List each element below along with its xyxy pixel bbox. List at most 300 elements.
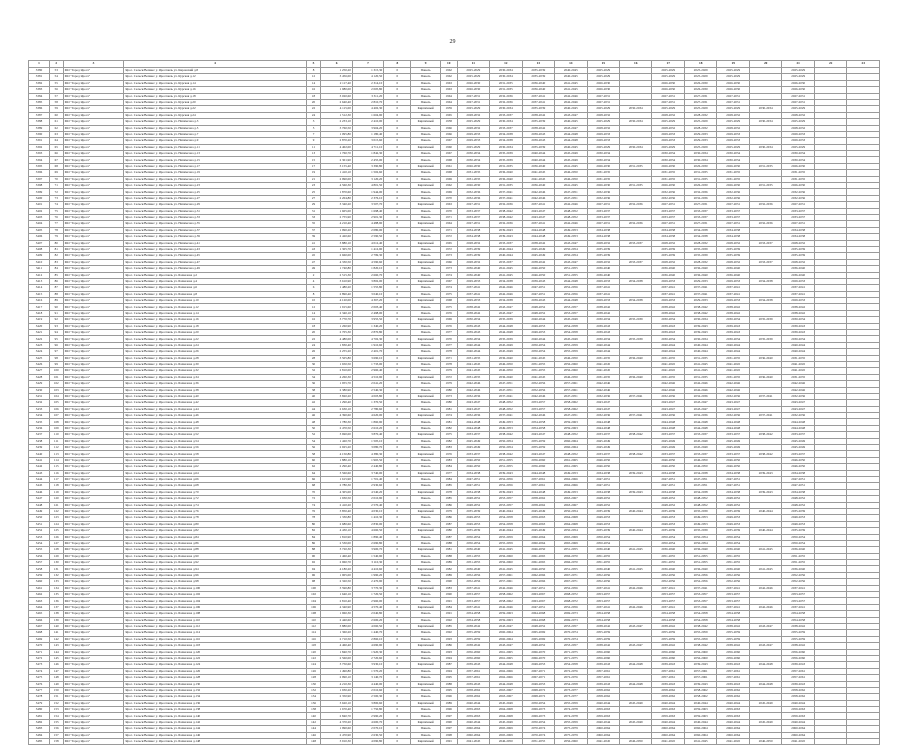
table-cell: 70 [49,176,63,182]
table-cell: Панель [411,483,440,489]
table-cell: 1965 [440,112,457,118]
table-cell: Ярос. Сельск/Велико/ у. Ярославль ул. Курская д.16 [124,87,306,93]
table-cell: 2041-2045 [457,361,489,367]
table-cell: 2040-2045 [555,144,587,150]
table-cell: 2044-2048 [684,419,716,425]
table-cell: 4 460,40 [321,643,352,649]
table-cell: 2053-2057 [717,592,749,598]
table-cell: 2033-2037 [652,214,684,220]
table-cell: 2060-2064 [555,438,587,444]
table-cell: 2038-2042 [684,623,716,629]
table-cell: Ярос. Сельск/Велико/ у. Ярославль ул. Бахвалова д.40 [124,393,306,399]
table-cell: МО "Город Яросл" [63,125,124,131]
table-cell: 0 [384,726,411,732]
table-cell: Ярос. Сельск/Велико/ у. Ярославль ул. Бахвалова д.140 [124,713,306,719]
table-cell: 2031-2035 [684,170,716,176]
table-cell: 1998 [440,732,457,738]
table-cell: 2034-2038 [684,227,716,233]
table-cell: 1985 [440,623,457,629]
table-cell: 3397 [29,176,50,182]
table-cell: 2038-2042 [717,304,749,310]
table-cell: 3414 [29,285,50,291]
table-cell: 0 [384,361,411,367]
table-cell: 2054-2058 [555,681,587,687]
table-cell: Ярос. Сельск/Велико/ у. Ярославль ул. Нахимсона д.43 [124,246,306,252]
table-cell: МО "Город Яросл" [63,342,124,348]
table-cell: 2065-2069 [555,540,587,546]
column-header: 14 [555,61,587,68]
table-cell: 1 870,60 [321,189,352,195]
table-cell: 2035-2039 [522,74,554,80]
table-cell: 3430 [29,387,50,393]
table-cell: 2049-2053 [555,489,587,495]
table-cell: 2027-2031 [457,99,489,105]
table-cell: 2038-2042 [652,304,684,310]
table-cell: Ярос. Сельск/Велико/ у. Ярославль ул. Бахвалова д.42 [124,400,306,406]
table-cell: 2041-2045 [555,163,587,169]
table-cell: 3 800,60 [352,700,383,706]
table-cell: 2044-2048 [717,419,749,425]
table-cell: 2030-2034 [457,157,489,163]
table-cell: 93 [49,323,63,329]
table-cell: 2045-2049 [587,438,619,444]
table-cell: Панель [411,80,440,86]
table-cell: 2037-2041 [587,604,619,610]
table-cell: 2041-2045 [684,368,716,374]
table-cell: 2 003,40 [352,304,383,310]
table-cell: 2038-2042 [652,643,684,649]
table-cell: 2039-2043 [782,330,814,336]
table-cell: 2043-2047 [684,406,716,412]
table-cell: МО "Город Яросл" [63,246,124,252]
table-cell: 3426 [29,361,50,367]
table-cell: 2036-2040 [717,566,749,572]
table-cell: 0 [384,585,411,591]
table-cell: 2033-2037 [749,240,781,246]
table-cell: 2 560,00 [321,655,352,661]
table-cell: 2039-2043 [684,662,716,668]
table-cell: 149 [49,681,63,687]
table-cell: 2053-2057 [587,598,619,604]
table-cell: 3404 [29,221,50,227]
table-cell: 2037-2041 [490,393,522,399]
table-cell: 1 915,60 [321,304,352,310]
table-cell: 2057-2061 [587,675,619,681]
table-cell: Панель [411,125,440,131]
table-cell: 1 490,80 [321,668,352,674]
table-cell: 1989 [440,572,457,578]
table-cell: 3 820,20 [321,393,352,399]
table-cell: Ярос. Сельск/Велико/ у. Ярославль ул. Бахвалова д.128 [124,675,306,681]
table-cell: 2057-2061 [652,675,684,681]
table-cell: 3 904,20 [352,125,383,131]
table-cell: 3 507,70 [352,202,383,208]
table-cell: 88 [306,547,321,553]
table-cell: Кирпичный [411,719,440,725]
table-cell: 2038-2042 [782,643,814,649]
table-cell: 3 340,20 [321,202,352,208]
table-cell: 2053-2057 [490,496,522,502]
table-cell: 4 660,50 [352,528,383,534]
table-cell: Кирпичный [411,566,440,572]
table-cell: 2 810,40 [321,598,352,604]
table-cell: 21 [306,176,321,182]
table-cell: 0 [384,259,411,265]
table-cell: 49 [306,266,321,272]
table-cell: 1979 [440,368,457,374]
table-cell: 1 290,40 [321,400,352,406]
table-cell: МО "Город Яросл" [63,221,124,227]
table-cell: 3428 [29,374,50,380]
table-cell: 2034-2038 [652,470,684,476]
table-cell: Панель [411,151,440,157]
table-cell: 2057-2061 [490,579,522,585]
table-cell: МО "Город Яросл" [63,470,124,476]
table-cell: 4 210,40 [321,221,352,227]
table-cell: 2039-2043 [620,470,652,476]
table-cell: МО "Город Яросл" [63,253,124,259]
table-cell: 2040-2044 [587,700,619,706]
table-cell: 1 370,50 [352,400,383,406]
table-cell: 1963 [440,202,457,208]
table-cell: 1 640,10 [321,592,352,598]
table-cell: 2065-2069 [490,726,522,732]
table-cell: 1987 [440,521,457,527]
table-cell: 4 540,20 [352,489,383,495]
table-cell: 77 [49,221,63,227]
table-cell: Ярос. Сельск/Велико/ у. Ярославль ул. Бахвалова д.96 [124,572,306,578]
table-cell: Панель [411,419,440,425]
table-cell: МО "Город Яросл" [63,151,124,157]
table-cell: 2035-2039 [490,151,522,157]
table-cell: 2043-2047 [457,400,489,406]
table-cell: 2035-2039 [782,528,814,534]
table-cell: 1 980,00 [321,87,352,93]
table-cell: 3 020,60 [321,93,352,99]
table-cell: Ярос. Сельск/Велико/ у. Ярославль ул. Бахвалова д.114 [124,630,306,636]
table-cell: 2029-2033 [684,138,716,144]
table-cell: 3 080,70 [352,445,383,451]
table-cell: 2025-2029 [587,68,619,74]
table-cell: 1 605,00 [321,208,352,214]
table-cell: 2058-2062 [555,400,587,406]
table-cell: 2027-2031 [652,221,684,227]
table-cell: 2032-2036 [457,393,489,399]
table-cell: 90 [306,553,321,559]
table-cell: 52 [306,432,321,438]
table-cell: Кирпичный [411,413,440,419]
table-cell: Ярос. Сельск/Велико/ у. Ярославль ул. Нахимсона д.45 [124,253,306,259]
column-header: 13 [522,61,554,68]
table-cell: 2070-2074 [555,636,587,642]
table-cell: 2026-2030 [457,80,489,86]
table-cell: МО "Город Яросл" [63,400,124,406]
table-cell: 127 [49,540,63,546]
table-cell: 1974 [440,413,457,419]
table-cell: 2045-2049 [555,157,587,163]
table-cell: 2031-2035 [749,163,781,169]
table-cell: 2038-2042 [652,310,684,316]
table-cell: Ярос. Сельск/Велико/ у. Ярославль ул. Бахвалова д.108 [124,611,306,617]
table-cell: 2033-2037 [652,451,684,457]
table-cell: 2029-2033 [652,131,684,137]
table-cell: 2051-2055 [522,361,554,367]
table-cell: 1972 [440,234,457,240]
table-cell: 2049-2053 [652,521,684,527]
table-cell: 2055-2059 [587,636,619,642]
table-cell: 2061-2065 [555,464,587,470]
table-cell: 2054-2058 [587,611,619,617]
table-cell: МО "Город Яросл" [63,80,124,86]
table-cell: МО "Город Яросл" [63,99,124,105]
table-cell: МО "Город Яросл" [63,240,124,246]
table-cell: 3410 [29,259,50,265]
table-cell: 2027-2031 [684,202,716,208]
table-cell: 1975 [440,432,457,438]
table-cell: Ярос. Сельск/Велико/ у. Ярославль ул. Нахимсона д.49 [124,266,306,272]
table-cell: 2044-2048 [684,425,716,431]
table-cell: 27 [306,195,321,201]
table-cell: 2050-2054 [684,534,716,540]
table-cell: 2058-2062 [457,687,489,693]
table-cell: 104 [49,393,63,399]
table-cell: 2033-2037 [457,208,489,214]
table-cell: Ярос. Сельск/Велико/ у. Ярославль ул. Нахимсона д.5 [124,125,306,131]
table-cell: 2026-2030 [457,183,489,189]
table-cell: 2034-2038 [490,278,522,284]
table-cell: Ярос. Сельск/Велико/ у. Ярославль ул. Бахвалова д.124 [124,662,306,668]
table-cell: 2027-2031 [652,202,684,208]
table-cell: 0 [384,560,411,566]
table-cell: 2 780,30 [321,483,352,489]
table-cell: 2039-2043 [587,681,619,687]
table-cell: 2026-2030 [684,80,716,86]
column-header: 22 [814,61,846,68]
table-cell: 2041-2045 [457,368,489,374]
table-cell: 104 [306,598,321,604]
table-cell: 2030-2034 [490,144,522,150]
table-cell: 92 [306,560,321,566]
table-cell: 2033-2037 [587,208,619,214]
table-cell: 0 [384,687,411,693]
table-cell: 2039-2043 [782,681,814,687]
table-cell: 2026-2030 [717,80,749,86]
table-cell: 1962 [440,74,457,80]
table-cell: Ярос. Сельск/Велико/ у. Ярославль ул. Бахвалова д.126 [124,668,306,674]
table-cell: 2055-2059 [782,630,814,636]
table-cell: 2 870,20 [321,138,352,144]
table-cell: 2067-2071 [555,579,587,585]
table-cell: Ярос. Сельск/Велико/ у. Ярославль ул. Бахвалова д.134 [124,694,306,700]
table-cell: 2029-2033 [684,278,716,284]
table-cell: 2047-2051 [555,413,587,419]
table-cell: Ярос. Сельск/Велико/ у. Ярославль ул. Нахимсона д.41 [124,240,306,246]
table-cell: 106 [306,604,321,610]
table-cell: 2048-2052 [522,310,554,316]
table-cell: 2044-2048 [782,425,814,431]
table-cell: 1 512,30 [321,112,352,118]
table-cell: 2027-2031 [717,221,749,227]
table-cell: 2029-2033 [587,131,619,137]
table-cell: 64 [49,138,63,144]
table-cell: 84 [306,534,321,540]
table-cell: 2029-2033 [652,278,684,284]
table-cell: 1996 [440,707,457,713]
table-cell: 86 [49,278,63,284]
table-cell: 2046-2050 [717,464,749,470]
table-cell: 2 005,80 [352,87,383,93]
table-cell: 3384 [29,93,50,99]
table-cell: 2048-2052 [587,502,619,508]
table-cell: 1964 [440,99,457,105]
table-cell: 2048-2052 [782,496,814,502]
table-cell: Ярос. Сельск/Велико/ у. Ярославль ул. Курская д.24 [124,112,306,118]
table-cell: 4 402,00 [321,144,352,150]
table-cell: 2 680,60 [321,521,352,527]
table-cell: 2 470,50 [321,425,352,431]
table-cell: 2036-2040 [457,266,489,272]
table-cell: 2038-2042 [717,643,749,649]
table-cell: 1 750,80 [352,707,383,713]
table-cell: Ярос. Сельск/Велико/ у. Ярославль ул. Нахимсона д.17 [124,163,306,169]
table-cell: Панель [411,170,440,176]
table-cell: Кирпичный [411,221,440,227]
table-cell: 2030-2034 [749,119,781,125]
table-cell: 1 250,20 [321,68,352,74]
table-cell: 138 [49,611,63,617]
table-cell: 0 [384,234,411,240]
table-cell: МО "Город Яросл" [63,681,124,687]
table-cell: 111 [49,438,63,444]
table-cell: 2030-2034 [652,317,684,323]
table-cell: 2039-2043 [717,662,749,668]
table-cell: МО "Город Яросл" [63,662,124,668]
table-cell: 3457 [29,560,50,566]
table-cell: 2042-2046 [457,387,489,393]
table-cell: 2040-2045 [555,119,587,125]
table-cell: 0 [384,240,411,246]
table-cell: 14 [306,80,321,86]
table-cell: Панель [411,227,440,233]
table-cell: 2 640,40 [321,99,352,105]
table-cell: Панель [411,253,440,259]
table-cell: 20 [306,330,321,336]
table-cell: Кирпичный [411,240,440,246]
table-cell: МО "Город Яросл" [63,553,124,559]
table-cell: 2038-2042 [717,310,749,316]
table-cell: Панель [411,655,440,661]
table-cell: 2040-2044 [717,349,749,355]
table-cell: 2059-2063 [555,419,587,425]
table-cell: 3 015,60 [352,138,383,144]
table-cell: 66 [49,151,63,157]
table-cell: 3452 [29,528,50,534]
table-cell: 2036-2040 [587,566,619,572]
table-cell: 2058-2062 [522,502,554,508]
table-cell: Панель [411,598,440,604]
table-cell: 2035-2039 [457,528,489,534]
table-cell: 29 [306,202,321,208]
table-cell: 2061-2065 [490,649,522,655]
table-cell: 2044-2048 [490,323,522,329]
table-cell: 2050-2054 [555,246,587,252]
table-cell: 2049-2053 [457,515,489,521]
table-cell: Панель [411,368,440,374]
table-cell: 105 [49,400,63,406]
table-cell: 2038-2042 [490,432,522,438]
table-cell: 64 [306,470,321,476]
table-cell: 3468 [29,630,50,636]
table-cell: 2 350,90 [321,694,352,700]
table-cell: 2025-2029 [457,68,489,74]
table-cell: 2052-2056 [522,387,554,393]
table-cell: 1 733,00 [352,361,383,367]
table-cell: 0 [384,393,411,399]
table-cell: 2053-2057 [555,623,587,629]
table-cell: 2043-2047 [620,623,652,629]
table-cell: 2030-2034 [717,317,749,323]
table-cell: 2073-2077 [555,694,587,700]
table-cell: 0 [384,432,411,438]
table-cell: 2037-2041 [457,585,489,591]
table-cell: 2045-2049 [717,438,749,444]
table-cell: 1968 [440,298,457,304]
table-cell: 1 315,30 [352,68,383,74]
table-cell: 3 505,80 [321,355,352,361]
table-cell: 2041-2045 [522,176,554,182]
table-cell: Ярос. Сельск/Велико/ у. Ярославль ул. Бахвалова д.24 [124,342,306,348]
table-cell: 61 [49,119,63,125]
table-cell: 158 [49,739,63,745]
table-cell: 2059-2063 [684,707,716,713]
table-cell: 3387 [29,112,50,118]
table-cell: 2042-2046 [684,381,716,387]
table-cell: 2055-2059 [490,540,522,546]
table-cell: 0 [384,400,411,406]
table-cell: 2030-2034 [684,336,716,342]
table-cell: 0 [384,413,411,419]
table-cell: 2039-2043 [717,323,749,329]
table-cell: 2 755,90 [321,214,352,220]
table-cell: 2049-2053 [587,521,619,527]
table-cell: 50 [306,425,321,431]
table-cell: 2028-2032 [782,240,814,246]
table-cell: 0 [384,534,411,540]
table-cell: 2050-2054 [555,253,587,259]
table-cell: 2045-2049 [652,438,684,444]
table-cell: 2054-2058 [717,617,749,623]
table-cell: 2037-2041 [652,585,684,591]
table-cell: 2050-2054 [684,540,716,546]
table-cell: 3438 [29,438,50,444]
table-cell: 2053-2057 [652,592,684,598]
table-cell: 2031-2035 [652,170,684,176]
table-cell: 2027-2031 [652,99,684,105]
table-cell: 2 590,50 [352,234,383,240]
table-cell: 2035-2039 [457,246,489,252]
table-cell: 2035-2039 [684,246,716,252]
table-cell: 3 770,30 [352,585,383,591]
table-cell: 3461 [29,585,50,591]
table-cell: 1974 [440,285,457,291]
table-cell: 130 [49,560,63,566]
table-cell: 114 [49,457,63,463]
table-cell: 2062-2066 [522,572,554,578]
table-cell: 2059-2063 [522,515,554,521]
table-cell: Ярос. Сельск/Велико/ у. Ярославль ул. Нахимсона д.29 [124,202,306,208]
table-cell: 2067-2071 [555,572,587,578]
table-cell: 2027-2031 [652,93,684,99]
